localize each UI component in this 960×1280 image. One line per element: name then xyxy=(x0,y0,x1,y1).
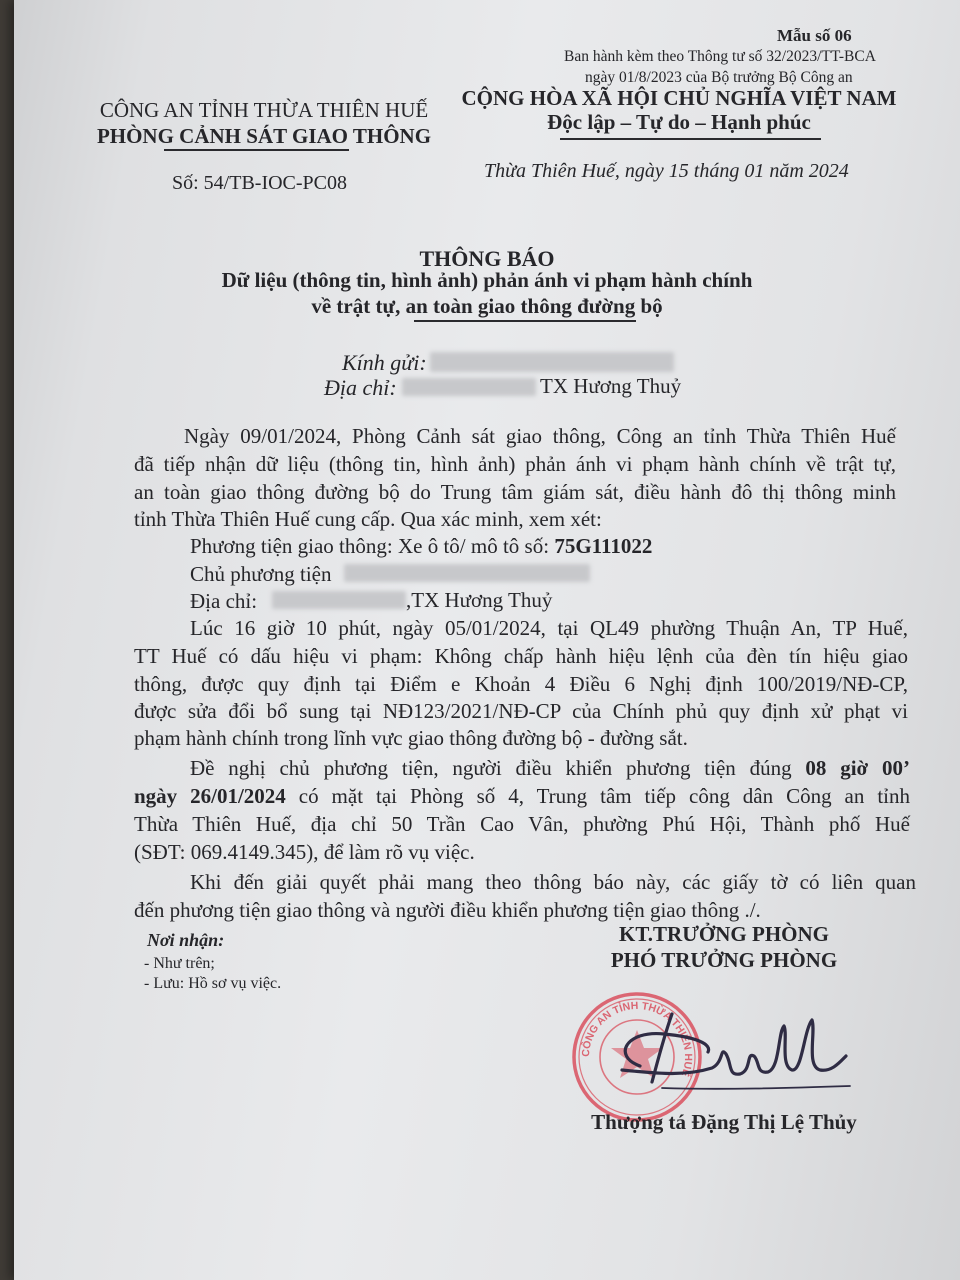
request-line1-text: Đề nghị chủ phương tiện, người điều khiển phương tiện đúng xyxy=(190,756,792,780)
violation-line4: được sửa đổi bổ sung tại NĐ123/2021/NĐ-CP của Chính phủ quy định xử phạt vi xyxy=(134,699,908,723)
nation-title: CỘNG HÒA XÃ HỘI CHỦ NGHĨA VIỆT NAM xyxy=(461,86,897,110)
redacted-owner-address xyxy=(272,591,406,609)
body-p1-line4: tỉnh Thừa Thiên Huế cung cấp. Qua xác minh, xem xét: xyxy=(134,507,602,531)
agency-name: PHÒNG CẢNH SÁT GIAO THÔNG xyxy=(96,124,432,148)
closing-line2: đến phương tiện giao thông và người điều khiển phương tiện giao thông ./. xyxy=(134,898,761,922)
recipients-item-2: - Lưu: Hồ sơ vụ việc. xyxy=(144,975,282,992)
redacted-recipient-name xyxy=(430,352,674,372)
agency-underline xyxy=(164,149,349,151)
request-line2-text: có mặt tại Phòng số 4, Trung tâm tiếp công dân Công an tỉnh xyxy=(298,784,910,808)
closing-line1: Khi đến giải quyết phải mang theo thông báo này, các giấy tờ có liên quan xyxy=(190,870,916,894)
recipients-item-1: - Như trên; xyxy=(144,955,215,972)
request-line3: Thừa Thiên Huế, địa chỉ 50 Trần Cao Vân, phường Phú Hội, Thành phố Huế xyxy=(134,812,910,836)
violation-line5: phạm hành chính trong lĩnh vực giao thông đường bộ - đường sắt. xyxy=(134,726,688,750)
violation-line3: thông, được quy định tại Điểm e Khoản 4 Điều 6 Nghị định 100/2019/NĐ-CP, xyxy=(134,672,908,696)
svg-text:CÔNG AN TỈNH THỪA THIÊN HUẾ: CÔNG AN TỈNH THỪA THIÊN HUẾ xyxy=(579,999,695,1078)
form-issued-line2: ngày 01/8/2023 của Bộ trưởng Bộ Công an xyxy=(585,69,853,86)
recipient-label: Kính gửi: xyxy=(342,350,427,375)
notice-subtitle-1: Dữ liệu (thông tin, hình ảnh) phản ánh vi phạm hành chính xyxy=(221,268,753,292)
document-page xyxy=(14,0,960,1280)
vehicle-row xyxy=(190,532,652,560)
request-line2 xyxy=(134,782,910,810)
owner-address-label: Địa chỉ: xyxy=(190,589,258,613)
motto-underline xyxy=(560,138,821,140)
document-number: Số: 54/TB-IOC-PC08 xyxy=(172,172,348,194)
redacted-recipient-address xyxy=(402,378,536,396)
owner-address-visible: ,TX Hương Thuỷ xyxy=(406,588,553,612)
notice-title: THÔNG BÁO xyxy=(419,246,555,271)
violation-line2: TT Huế có dấu hiệu vi phạm: Không chấp hành hiệu lệnh của đèn tín hiệu giao xyxy=(134,644,908,668)
body-p1-line2: đã tiếp nhận dữ liệu (thông tin, hình ảnh) phản ánh vi phạm hành chính về trật tự, xyxy=(134,452,896,476)
recipient-address-label: Địa chỉ: xyxy=(324,375,397,400)
appointment-date: ngày 26/01/2024 xyxy=(134,784,286,808)
body-p1-line1: Ngày 09/01/2024, Phòng Cảnh sát giao thông, Công an tỉnh Thừa Thiên Huế xyxy=(184,424,896,448)
place-date: Thừa Thiên Huế, ngày 15 tháng 01 năm 2024 xyxy=(484,160,849,182)
signer-name: Thượng tá Đặng Thị Lệ Thủy xyxy=(591,1110,857,1134)
body-p1-line3: an toàn giao thông đường bộ do Trung tâm giám sát, điều hành đô thị thông minh xyxy=(134,480,896,504)
request-line4: (SĐT: 069.4149.345), để làm rõ vụ việc. xyxy=(134,840,475,864)
request-line1 xyxy=(190,754,910,782)
nation-motto: Độc lập – Tự do – Hạnh phúc xyxy=(547,110,811,134)
signer-role-1: KT.TRƯỞNG PHÒNG xyxy=(619,922,829,946)
recipient-address-visible: TX Hương Thuỷ xyxy=(540,374,682,398)
violation-line1: Lúc 16 giờ 10 phút, ngày 05/01/2024, tại QL49 phường Thuận An, TP Huế, xyxy=(190,616,908,640)
form-number: Mẫu số 06 xyxy=(777,26,852,45)
recipients-label: Nơi nhận: xyxy=(147,930,225,950)
notice-subtitle-2: về trật tự, an toàn giao thông đường bộ xyxy=(311,294,663,318)
owner-label: Chủ phương tiện xyxy=(190,562,332,586)
signer-role-2: PHÓ TRƯỞNG PHÒNG xyxy=(610,948,838,972)
signature xyxy=(600,1004,852,1096)
appointment-time: 08 giờ 00’ xyxy=(805,756,910,780)
vehicle-plate: 75G111022 xyxy=(554,534,653,558)
form-issued-line1: Ban hành kèm theo Thông tư số 32/2023/TT-BCA xyxy=(564,48,876,65)
agency-parent: CÔNG AN TỈNH THỪA THIÊN HUẾ xyxy=(99,98,429,122)
title-underline xyxy=(414,320,636,322)
vehicle-label: Phương tiện giao thông: Xe ô tô/ mô tô số: xyxy=(190,534,550,558)
redacted-owner-name xyxy=(344,564,590,582)
